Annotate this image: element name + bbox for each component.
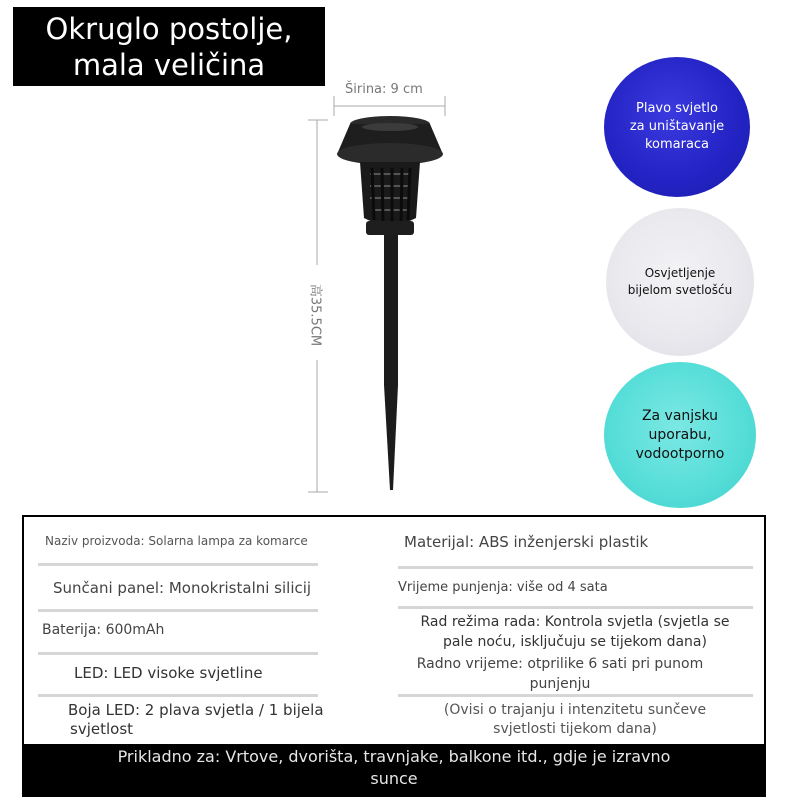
spec-note-line-1: (Ovisi o trajanju i intenzitetu sunčeve: [443, 702, 707, 718]
spec-divider: [398, 606, 753, 609]
spec-mode-line-1: Rad režima rada: Kontrola svjetla (svjetla se: [420, 614, 730, 630]
width-dimension-marker: [334, 96, 445, 116]
feature-blue-line-1: Plavo svjetlo: [636, 101, 718, 116]
suitability-footer: [22, 744, 766, 797]
feature-cyan-line-2: uporabu,: [648, 426, 712, 443]
footer-line-1: Prikladno za: Vrtove, dvorišta, travnjake, balkone itd., gdje je izravno: [117, 747, 671, 766]
spec-solar-panel: Sunčani panel: Monokristalni silicij: [53, 579, 312, 597]
lamp-cage: [360, 162, 420, 235]
spec-work-time-line-2: punjenju: [529, 676, 591, 692]
spec-battery: Baterija: 600mAh: [42, 622, 165, 638]
title-line-2: mala veličina: [72, 48, 266, 82]
height-dimension-text: 高35.5CM: [307, 283, 323, 347]
spec-operating-mode: [400, 612, 750, 652]
title-line-1: Okruglo postolje,: [45, 12, 293, 46]
lamp-stake: [384, 235, 398, 490]
feature-cyan-line-3: vodootporno: [635, 445, 725, 462]
lamp-head: [337, 116, 443, 165]
spec-divider: [38, 609, 318, 612]
spec-mode-line-2: pale noću, isključuju se tijekom dana): [443, 634, 707, 650]
feature-blue-light: [604, 57, 750, 197]
feature-white-line-1: Osvjetljenje: [644, 266, 716, 280]
height-dimension-marker: [308, 120, 328, 492]
spec-divider: [398, 694, 753, 697]
feature-white-light: [606, 208, 754, 356]
spec-led-color: [68, 701, 324, 739]
spec-divider: [398, 566, 753, 569]
spec-product-name: Naziv proizvoda: Solarna lampa za komarce: [45, 534, 308, 548]
spec-divider: [38, 694, 318, 697]
title-banner: [13, 7, 325, 86]
spec-work-time-line-1: Radno vrijeme: otprilike 6 sati pri punom: [416, 656, 704, 672]
spec-divider: [38, 563, 318, 566]
spec-led: LED: LED visoke svjetline: [74, 664, 263, 682]
spec-divider: [38, 652, 318, 655]
width-dimension-label: Širina: 9 cm: [345, 82, 423, 97]
feature-waterproof: [604, 362, 756, 508]
feature-blue-line-3: komaraca: [644, 137, 710, 152]
spec-note: [400, 701, 750, 739]
feature-cyan-line-1: Za vanjsku: [641, 407, 719, 424]
footer-line-2: sunce: [370, 769, 418, 788]
spec-charge-time: Vrijeme punjenja: više od 4 sata: [398, 580, 608, 595]
spec-working-time: [400, 654, 720, 694]
feature-white-line-2: bijelom svetlošću: [627, 283, 733, 297]
spec-led-color-line-2: svjetlost: [70, 720, 134, 738]
feature-blue-line-2: za uništavanje: [629, 119, 725, 134]
spec-material: Materijal: ABS inženjerski plastik: [404, 533, 649, 551]
spec-note-line-2: svjetlosti tijekom dana): [493, 721, 657, 737]
solar-lamp-illustration: [300, 90, 470, 500]
spec-led-color-line-1: Boja LED: 2 plava svjetla / 1 bijela: [68, 701, 324, 719]
